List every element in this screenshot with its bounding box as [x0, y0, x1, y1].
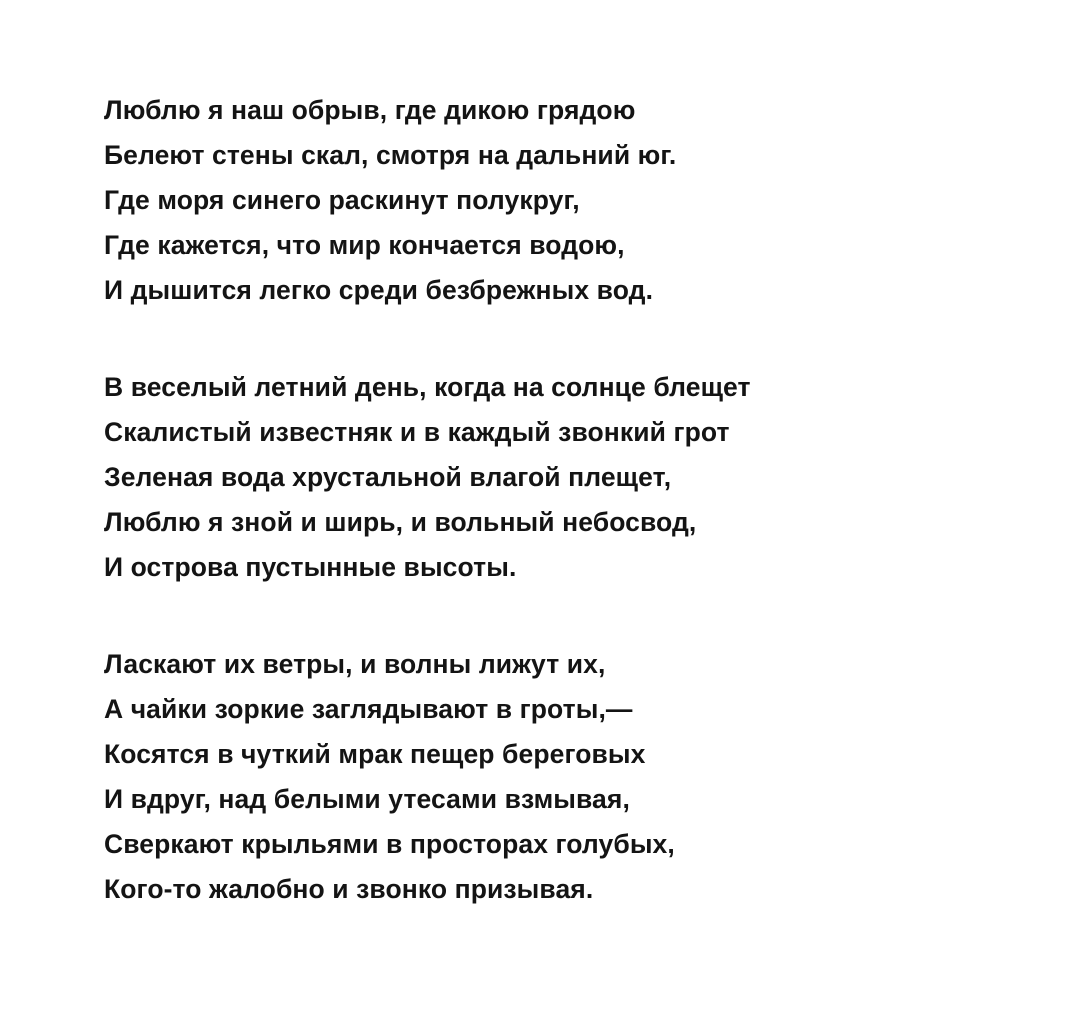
poem-body: [104, 88, 1026, 912]
poem-stanza: [104, 642, 1026, 912]
poem-line: Люблю я зной и ширь, и вольный небосвод,: [104, 507, 697, 537]
poem-line: А чайки зоркие заглядывают в гроты,—: [104, 694, 633, 724]
poem-line: Кого-то жалобно и звонко призывая.: [104, 874, 594, 904]
poem-line: Где моря синего раскинут полукруг,: [104, 185, 580, 215]
poem-line: В веселый летний день, когда на солнце блещет: [104, 372, 751, 402]
poem-line: И дышится легко среди безбрежных вод.: [104, 275, 654, 305]
poem-line: Зеленая вода хрустальной влагой плещет,: [104, 462, 672, 492]
poem-line: Скалистый известняк и в каждый звонкий грот: [104, 417, 730, 447]
poem-stanza: [104, 88, 1026, 313]
poem-line: Люблю я наш обрыв, где дикою грядою: [104, 95, 636, 125]
poem-line: Косятся в чуткий мрак пещер береговых: [104, 739, 646, 769]
poem-line: Белеют стены скал, смотря на дальний юг.: [104, 140, 677, 170]
poem-line: И острова пустынные высоты.: [104, 552, 517, 582]
poem-line: Сверкают крыльями в просторах голубых,: [104, 829, 675, 859]
poem-stanza: [104, 365, 1026, 590]
poem-line: Ласкают их ветры, и волны лижут их,: [104, 649, 606, 679]
poem-line: Где кажется, что мир кончается водою,: [104, 230, 625, 260]
poem-line: И вдруг, над белыми утесами взмывая,: [104, 784, 630, 814]
